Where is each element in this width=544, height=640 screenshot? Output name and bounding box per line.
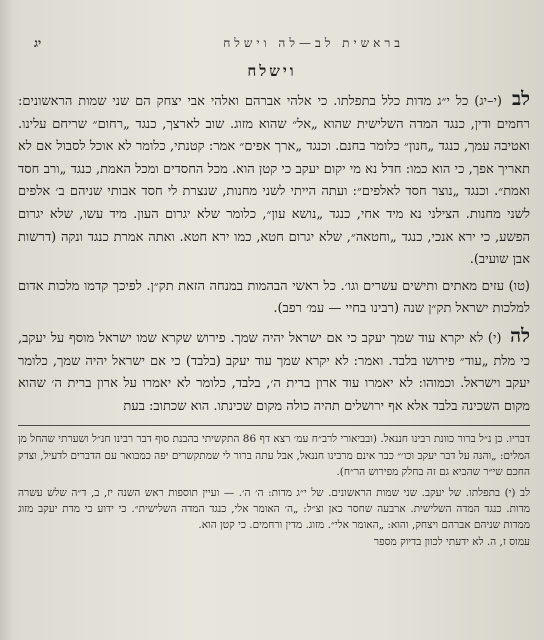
footnote: עמוס ז, ה. לא ידעתי לכוון בדיוק מספר [373,535,530,548]
running-title: בראשית לב—לה וישלח [223,36,404,50]
footnote: דבריו. כן נ״ל ברור כוונת רבינו חננאל. (ובביאורי לרב״ח עמ׳ רצא דף 86 התקשיתי בהבנת סוף דבר רבינו חנ״ל ושערתי שהחל מן המלים: „והנה על דבר יעקב וכו׳״ כבר אינם מרבינו חננאל, אבל עתה ברור לי שמתקשרים יפה כמבואר עם הדברים לדעיל, וצדק החכם שי״ר שהביא גם זה בחלק מפירוש הר״ח). [18,433,530,479]
paragraph-text: (י–יג) כל י״ג מדות כלל בתפלתו. כי אלהי אברהם ואלהי אבי יצחק הם שני שמות הראשונים: רחמים ודין, כנגד המדה השלישית שהוא „אל״ שהוא מזוג. שוב לארצך, כנגד „רחום״ שריחם עלינו. ואטיבה עמך, כנגד „חנון״ כלומר בחנם. וכנגד „ארך אפים״ אמר: קטנתי, כלומר לא אוכל לסבול אם לא תאריך אפך, כי הוא כמו: חדל נא מי יקום יעקב כי קטן הוא. מכל החסדים ומכל האמת, כנגד „ורב חסד ואמת״. וכנגד „נוצר חסד לאלפים״: ועתה הייתי לשני מחנות, שנצרת לי חסד אבותי שניהם ב׳ אלפים לשני מחנות. הצילני נא מיד אחי, כנגד „נושא עון״, כלומר שלא יגרום העון. מיד עשו, שלא יגרום הפשע, כי ירא אנכי, כנגד „וחטאה״, שלא יגרום חטא, כמו ירא חטא. ואתה אמרת כנגד ונקה (דרשות אבן שועיב). [18,94,530,268]
page-header [30,36,514,56]
footnote-divider [18,425,530,426]
footnote: לב (י) בתפלתו. של יעקב. שני שמות הראשונים. של י״ג מדות: ה׳ ה׳. — ועיין תוספות ראש השנה יז, ב, ד״ה שלש עשרה מדות. כנגד המדה השלישית. ארבעה שחסר כאן וצ״ל: „ה׳ האומר אלי, כנגד המדה השלישית״. כי ידוע כי מדת יעקב מזוג ממדות שניהם אברהם ויצחק, והוא: „האומר אלי״. מזוג. מדין ורחמים. כי קטן הוא. [18,486,530,532]
page-number: יג [34,36,42,50]
chapter-marker: לב [511,88,530,110]
chapter-marker: לה [510,324,530,347]
paragraph-chapter-32 [18,88,530,272]
section-title: וישלח [247,62,297,80]
paragraph-chapter-35 [18,325,530,418]
paragraph-verse-15 [18,276,530,321]
paragraph-text: (י) לא יקרא עוד שמך יעקב כי אם ישראל יהיה שמך. פירוש שקרא שמו ישראל מוסף על יעקב, כי מלת „עוד״ פירושו בלבד. ואמר: לא יקרא שמך עוד יעקב (בלבד) כי אם ישראל יהיה שמך, כלומר יעקב וישראל. וכמוהו: לא יאמרו עוד ארון ברית ה׳, בלבד, כלומר לא יאמרו על ארון ברית ה׳ שהוא מקום השכינה בלבד אלא אף ירושלים תהיה כולה מקום שכינתו. הוא שכתוב: בעת [18,330,530,414]
main-text [18,88,530,640]
paragraph-text: (טו) עזים מאתים ותישים עשרים וגו׳. כל ראשי הבהמות במנחה הזאת תק״ן. לפיכך קדמו מלכות אדום למלכות ישראל תק״ן שנה (רבינו בחיי — עמ׳ רפב). [18,278,530,317]
page-edge-shadow [0,0,14,640]
